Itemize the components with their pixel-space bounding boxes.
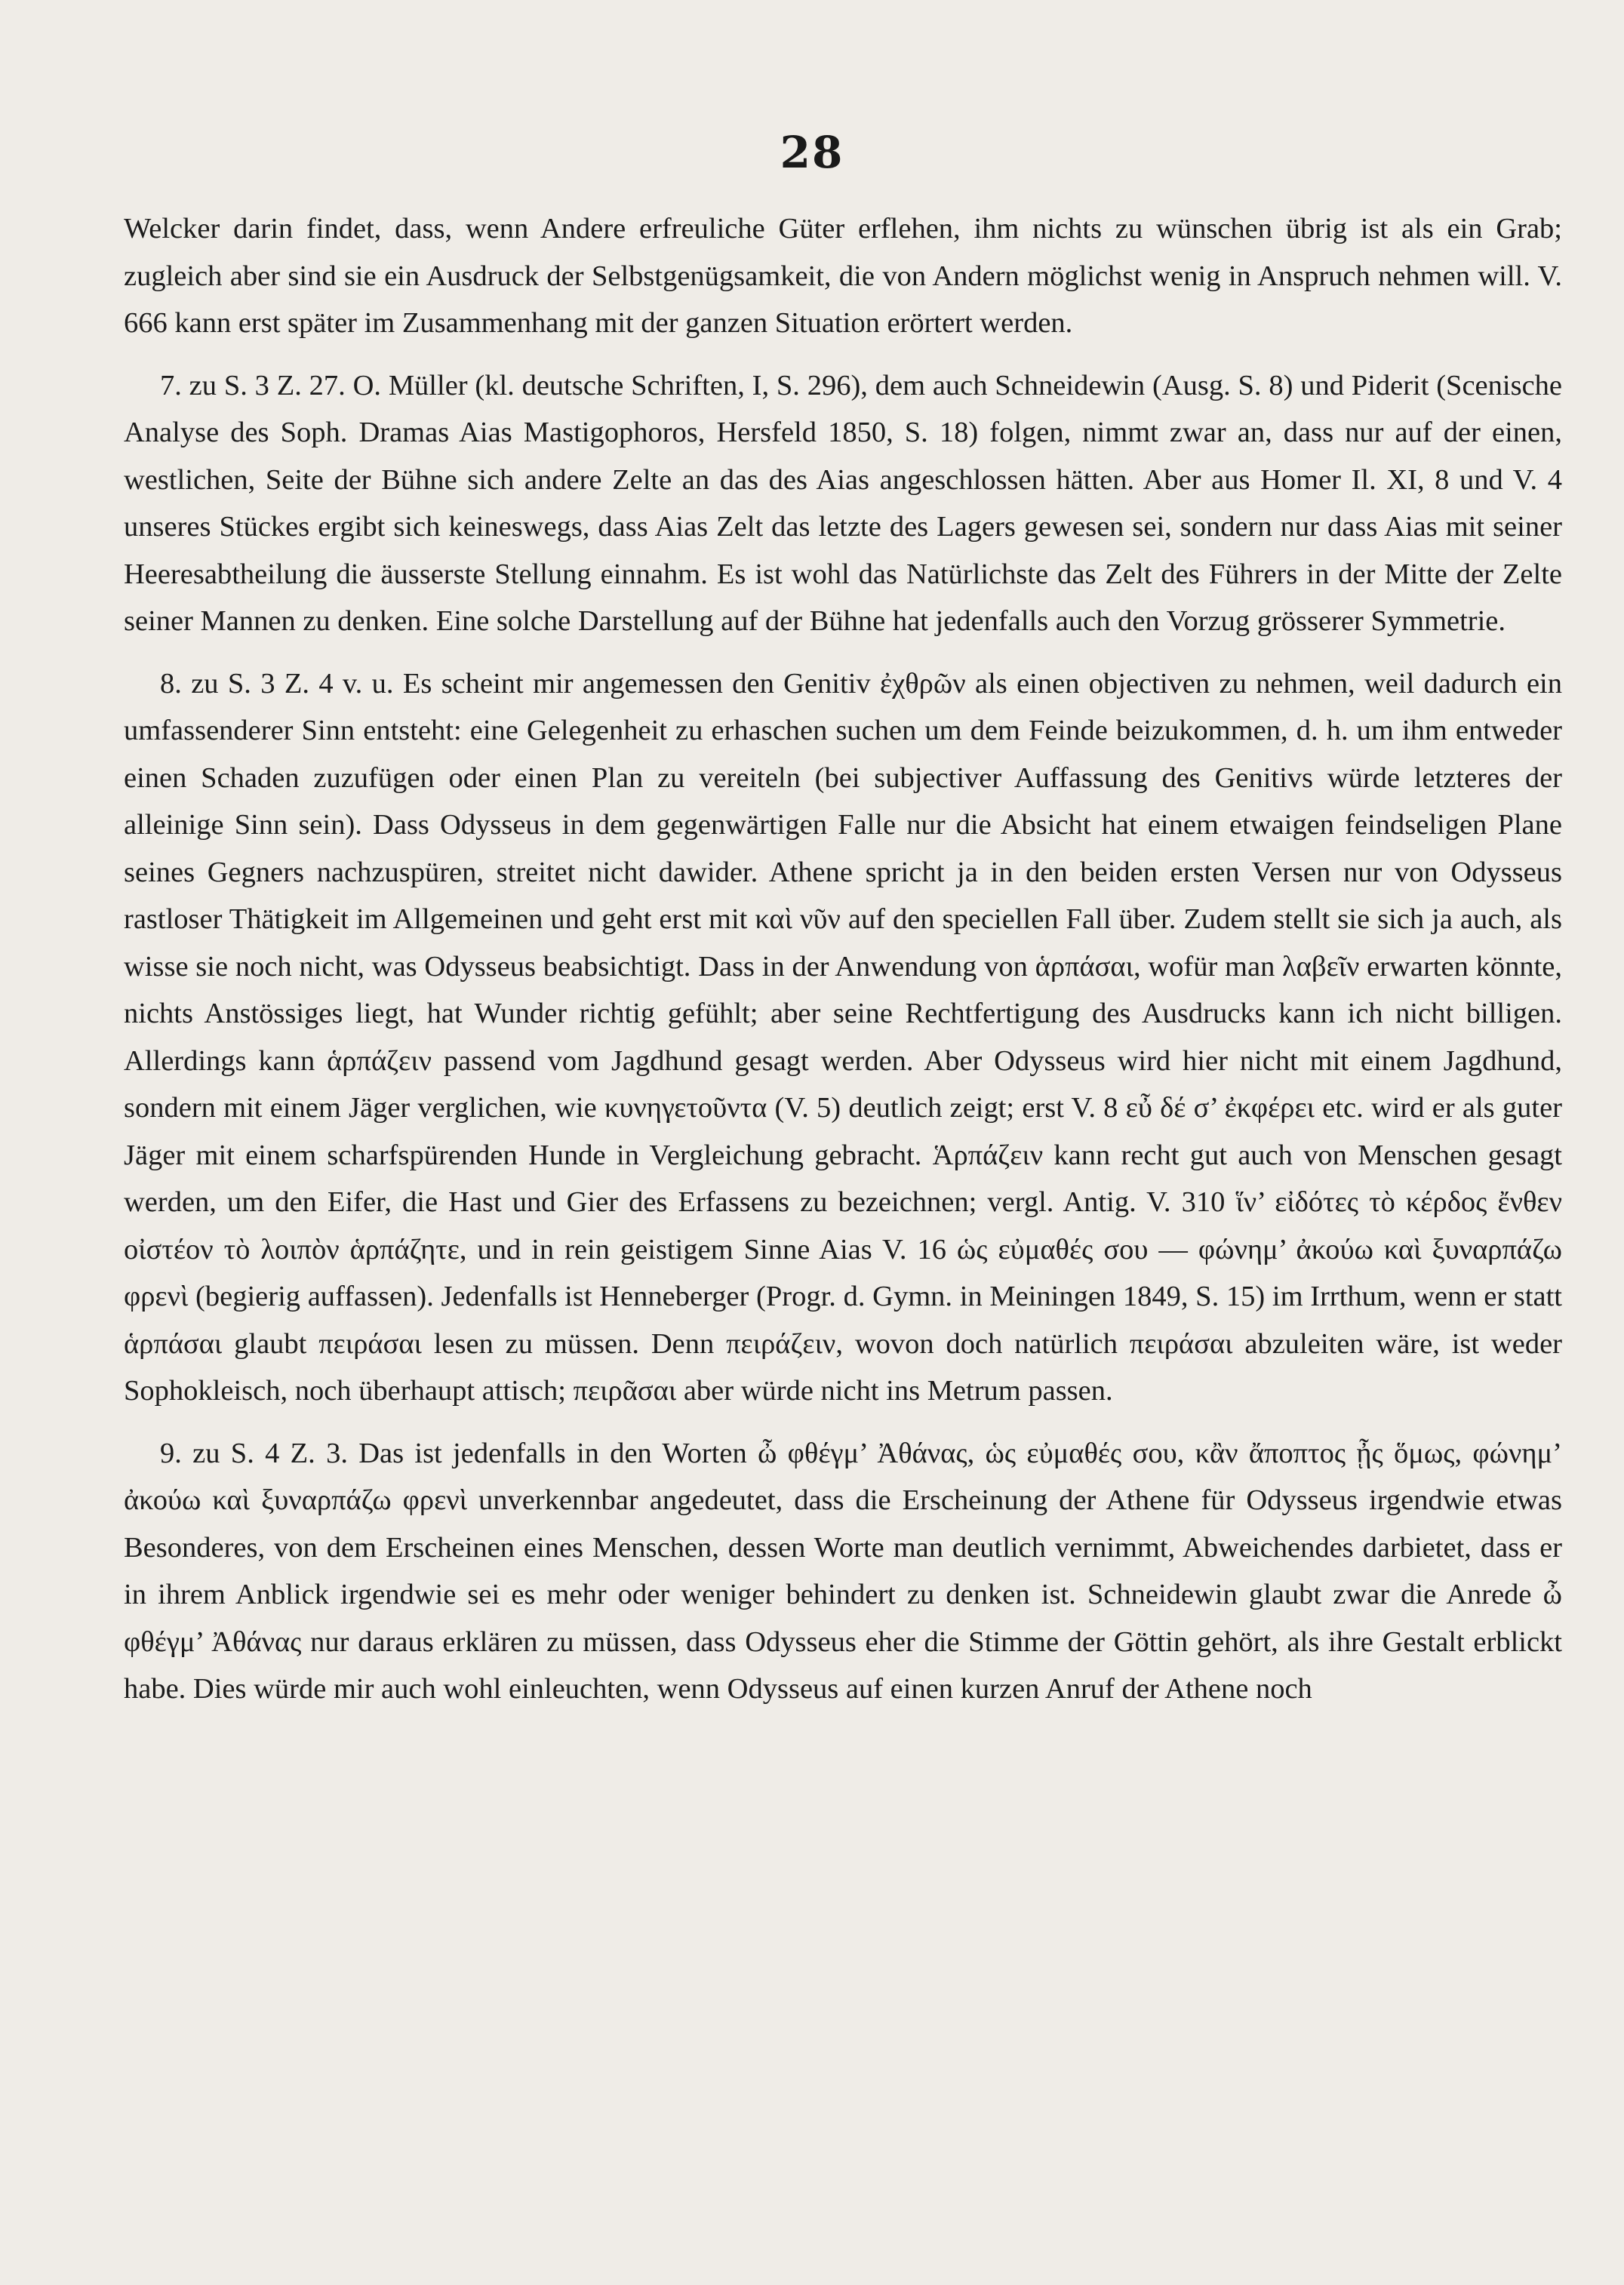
page-number: 28 — [780, 127, 844, 178]
note-8: 8. zu S. 3 Z. 4 v. u. Es scheint mir angemessen den Genitiv ἐχθρῶν als einen objectiven zu nehmen, weil dadurch ein umfassenderer Sinn entsteht: eine Gelegenheit zu erhaschen suchen um dem Feinde beizukommen, d. h. um ihm entweder einen Schaden zuzufügen oder einen Plan zu vereiteln (bei subjectiver Auffassung des Genitivs würde letzteres der alleinige Sinn sein). Dass Odysseus in dem gegenwärtigen Falle nur die Absicht hat einem etwaigen feindseligen Plane seines Gegners nachzuspüren, streitet nicht dawider. Athene spricht ja in den beiden ersten Versen nur von Odysseus rastloser Thätigkeit im Allgemeinen und geht erst mit καὶ νῦν auf den speciellen Fall über. Zudem stellt sie sich ja auch, als wisse sie noch nicht, was Odysseus beabsichtigt. Dass in der Anwendung von ἁρπάσαι, wofür man λαβεῖν erwarten könnte, nichts Anstössiges liegt, hat Wunder richtig gefühlt; aber seine Rechtfertigung des Ausdrucks kann ich nicht billigen. Allerdings kann ἁρπάζειν passend vom Jagdhund gesagt werden. Aber Odysseus wird hier nicht mit einem Jagdhund, sondern mit einem Jäger verglichen, wie κυνηγετοῦντα (V. 5) deutlich zeigt; erst V. 8 εὖ δέ σ’ ἐκφέρει etc. wird er als guter Jäger mit einem scharfspürenden Hunde in Vergleichung gebracht. Ἁρπάζειν kann recht gut auch von Menschen gesagt werden, um den Eifer, die Hast und Gier des Erfassens zu bezeichnen; vergl. Antig. V. 310 ἵν’ εἰδότες τὸ κέρδος ἔνθεν οἰστέον τὸ λοιπὸν ἁρπάζητε, und in rein geistigem Sinne Aias V. 16 ὡς εὐμαθές σου — φώνημ’ ἀκούω καὶ ξυναρπάζω φρενὶ (begierig auffassen). Jedenfalls ist Henneberger (Progr. d. Gymn. in Meiningen 1849, S. 15) im Irrthum, wenn er statt ἁρπάσαι glaubt πειράσαι lesen zu müssen. Denn πειράζειν, wovon doch natürlich πειράσαι abzuleiten wäre, ist weder Sophokleisch, noch überhaupt attisch; πειρᾶσαι aber würde nicht ins Metrum passen. — [124, 667, 1562, 1407]
note-9: 9. zu S. 4 Z. 3. Das ist jedenfalls in den Worten ὦ φθέγμ’ Ἀθάνας, ὡς εὐμαθές σου, κἂν ἄποπτος ᾖς ὅμως, φώνημ’ ἀκούω καὶ ξυναρπάζω φρενὶ unverkennbar angedeutet, dass die Erscheinung der Athene für Odysseus irgendwie etwas Besonderes, von dem Erscheinen eines Menschen, dessen Worte man deutlich vernimmt, Abweichendes darbietet, dass er in ihrem Anblick irgendwie sei es mehr oder weniger behindert zu denken ist. Schneidewin glaubt zwar die Anrede ὦ φθέγμ’ Ἀθάνας nur daraus erklären zu müssen, dass Odysseus eher die Stimme der Göttin gehört, als ihre Gestalt erblickt habe. Dies würde mir auch wohl einleuchten, wenn Odysseus auf einen kurzen Anruf der Athene noch — [124, 1437, 1562, 1705]
note-7: 7. zu S. 3 Z. 27. O. Müller (kl. deutsche Schriften, I, S. 296), dem auch Schneidewin (Ausg. S. 8) und Piderit (Scenische Analyse des Soph. Dramas Aias Mastigophoros, Hersfeld 1850, S. 18) folgen, nimmt zwar an, dass nur auf der einen, westlichen, Seite der Bühne sich andere Zelte an das des Aias angeschlossen hätten. Aber aus Homer Il. XI, 8 und V. 4 unseres Stückes ergibt sich keineswegs, dass Aias Zelt das letzte des Lagers gewesen sei, sondern nur dass Aias mit seiner Heeresabtheilung die äusserste Stellung einnahm. Es ist wohl das Natürlichste das Zelt des Führers in der Mitte der Zelte seiner Mannen zu denken. Eine solche Darstellung auf der Bühne hat jedenfalls auch den Vorzug grösserer Symmetrie. — [124, 369, 1562, 637]
paragraph-continuation: Welcker darin findet, dass, wenn Andere erfreuliche Güter erflehen, ihm nichts zu wünschen übrig ist als ein Grab; zugleich aber sind sie ein Ausdruck der Selbstgenügsamkeit, die von Andern möglichst wenig in Anspruch nehmen will. V. 666 kann erst später im Zusammenhang mit der ganzen Situation erörtert werden. — [124, 213, 1562, 339]
body-text — [124, 205, 1562, 1728]
